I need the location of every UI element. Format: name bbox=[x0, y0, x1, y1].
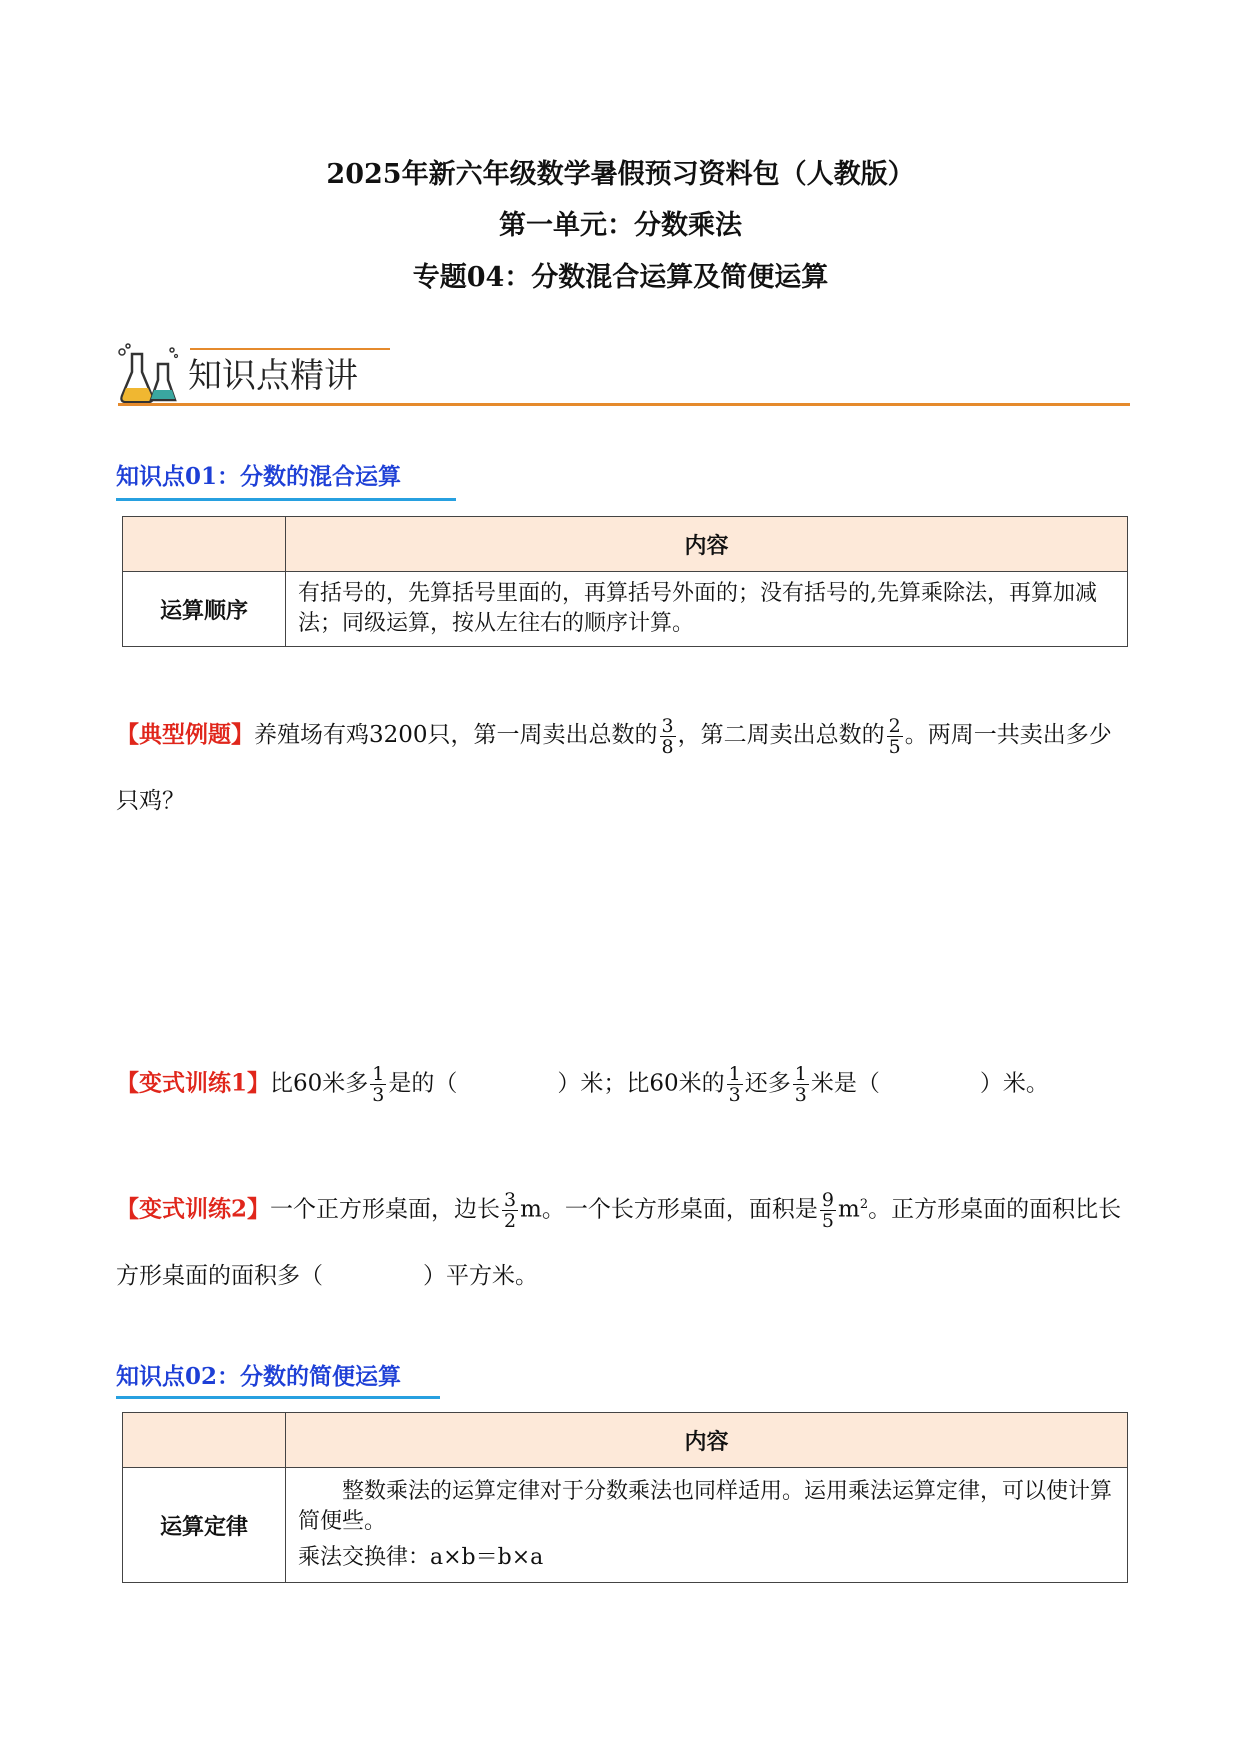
fraction-denominator: 2 bbox=[504, 1210, 517, 1233]
exercise-2 bbox=[116, 1172, 1126, 1309]
fraction bbox=[793, 1064, 809, 1105]
section-header bbox=[118, 340, 1130, 406]
table-header-cell: 内容 bbox=[286, 1413, 1128, 1468]
exercise-text: m。一个长方形桌面，面积是 bbox=[520, 1196, 818, 1223]
exercise-text: ）平方米。 bbox=[423, 1262, 538, 1289]
section-label: 知识点精讲 bbox=[188, 356, 358, 396]
example-question bbox=[116, 702, 1126, 834]
unit-title: 第一单元：分数乘法 bbox=[499, 210, 742, 241]
row-label: 运算顺序 bbox=[123, 572, 286, 647]
fraction-denominator: 3 bbox=[372, 1084, 385, 1106]
fraction bbox=[660, 716, 676, 757]
table-header-cell: 内容 bbox=[286, 517, 1128, 572]
fraction-numerator: 2 bbox=[888, 714, 901, 737]
knowledge-table bbox=[122, 1412, 1128, 1583]
fraction bbox=[502, 1190, 518, 1231]
table-corner-cell bbox=[123, 517, 286, 572]
flask-icon bbox=[118, 342, 180, 404]
topic-title: 专题04：分数混合运算及简便运算 bbox=[412, 262, 829, 293]
unit-text: m bbox=[838, 1196, 860, 1223]
table-header-row bbox=[123, 1413, 1128, 1468]
fraction-denominator: 3 bbox=[794, 1084, 807, 1106]
row-text: 乘法交换律：a×b＝b×a bbox=[298, 1545, 544, 1570]
example-text-c: 。两周一共卖出多少只鸡？ bbox=[116, 722, 1112, 814]
exercise-text: ）米。 bbox=[979, 1070, 1049, 1097]
table-row bbox=[123, 572, 1128, 647]
exercise-text: 是的（ bbox=[388, 1070, 458, 1097]
fraction-numerator: 9 bbox=[821, 1189, 835, 1212]
example-text-b: ，第二周卖出总数的 bbox=[677, 722, 885, 748]
fraction-denominator: 8 bbox=[661, 735, 674, 758]
exercise-tag: 【变式训练1】 bbox=[116, 1069, 271, 1097]
exercise-tag: 【变式训练2】 bbox=[116, 1195, 271, 1223]
fraction-numerator: 1 bbox=[794, 1063, 807, 1085]
exercise-1 bbox=[116, 1064, 1126, 1105]
fraction bbox=[820, 1190, 836, 1231]
unit-exponent: 2 bbox=[859, 1197, 869, 1212]
fraction-denominator: 3 bbox=[728, 1084, 741, 1106]
table-header-row bbox=[123, 517, 1128, 572]
fraction-denominator: 5 bbox=[821, 1210, 835, 1233]
section-divider bbox=[118, 403, 1130, 406]
fraction-numerator: 3 bbox=[661, 714, 674, 737]
row-content: 有括号的，先算括号里面的，再算括号外面的；没有括号的,先算乘除法，再算加减法；同级运算，按从左往右的顺序计算。 bbox=[286, 572, 1128, 647]
knowledge-point-heading: 知识点02：分数的简便运算 bbox=[116, 1363, 402, 1390]
table-row bbox=[123, 1468, 1128, 1583]
exercise-text: 还多 bbox=[744, 1070, 791, 1097]
row-content bbox=[286, 1468, 1128, 1583]
knowledge-point-heading: 知识点01：分数的混合运算 bbox=[116, 463, 402, 490]
knowledge-point-underline bbox=[116, 498, 456, 501]
exercise-text: 比60米多 bbox=[270, 1070, 369, 1097]
exercise-text: ）米；比60米的 bbox=[557, 1070, 725, 1097]
knowledge-table bbox=[122, 516, 1128, 647]
fraction-numerator: 1 bbox=[372, 1063, 385, 1085]
exercise-text: 一个正方形桌面，边长 bbox=[270, 1196, 501, 1223]
row-label: 运算定律 bbox=[123, 1468, 286, 1583]
fraction bbox=[887, 716, 903, 757]
exercise-text: 。正方形桌面的面积比长方形桌面的面积多（ bbox=[116, 1196, 1122, 1289]
fraction bbox=[727, 1064, 743, 1105]
knowledge-point-underline bbox=[116, 1396, 440, 1399]
example-tag: 【典型例题】 bbox=[116, 721, 254, 748]
fraction-numerator: 1 bbox=[728, 1063, 741, 1085]
document-title: 2025年新六年级数学暑假预习资料包（人教版） bbox=[326, 159, 915, 190]
row-text: 整数乘法的运算定律对于分数乘法也同样适用。运用乘法运算定律，可以使计算简便些。 bbox=[298, 1479, 1113, 1534]
fraction-numerator: 3 bbox=[504, 1189, 517, 1212]
fraction-denominator: 5 bbox=[888, 735, 901, 758]
exercise-text: 米是（ bbox=[810, 1070, 880, 1097]
table-corner-cell bbox=[123, 1413, 286, 1468]
fraction bbox=[370, 1064, 386, 1105]
example-text-a: 养殖场有鸡3200只，第一周卖出总数的 bbox=[254, 722, 658, 748]
